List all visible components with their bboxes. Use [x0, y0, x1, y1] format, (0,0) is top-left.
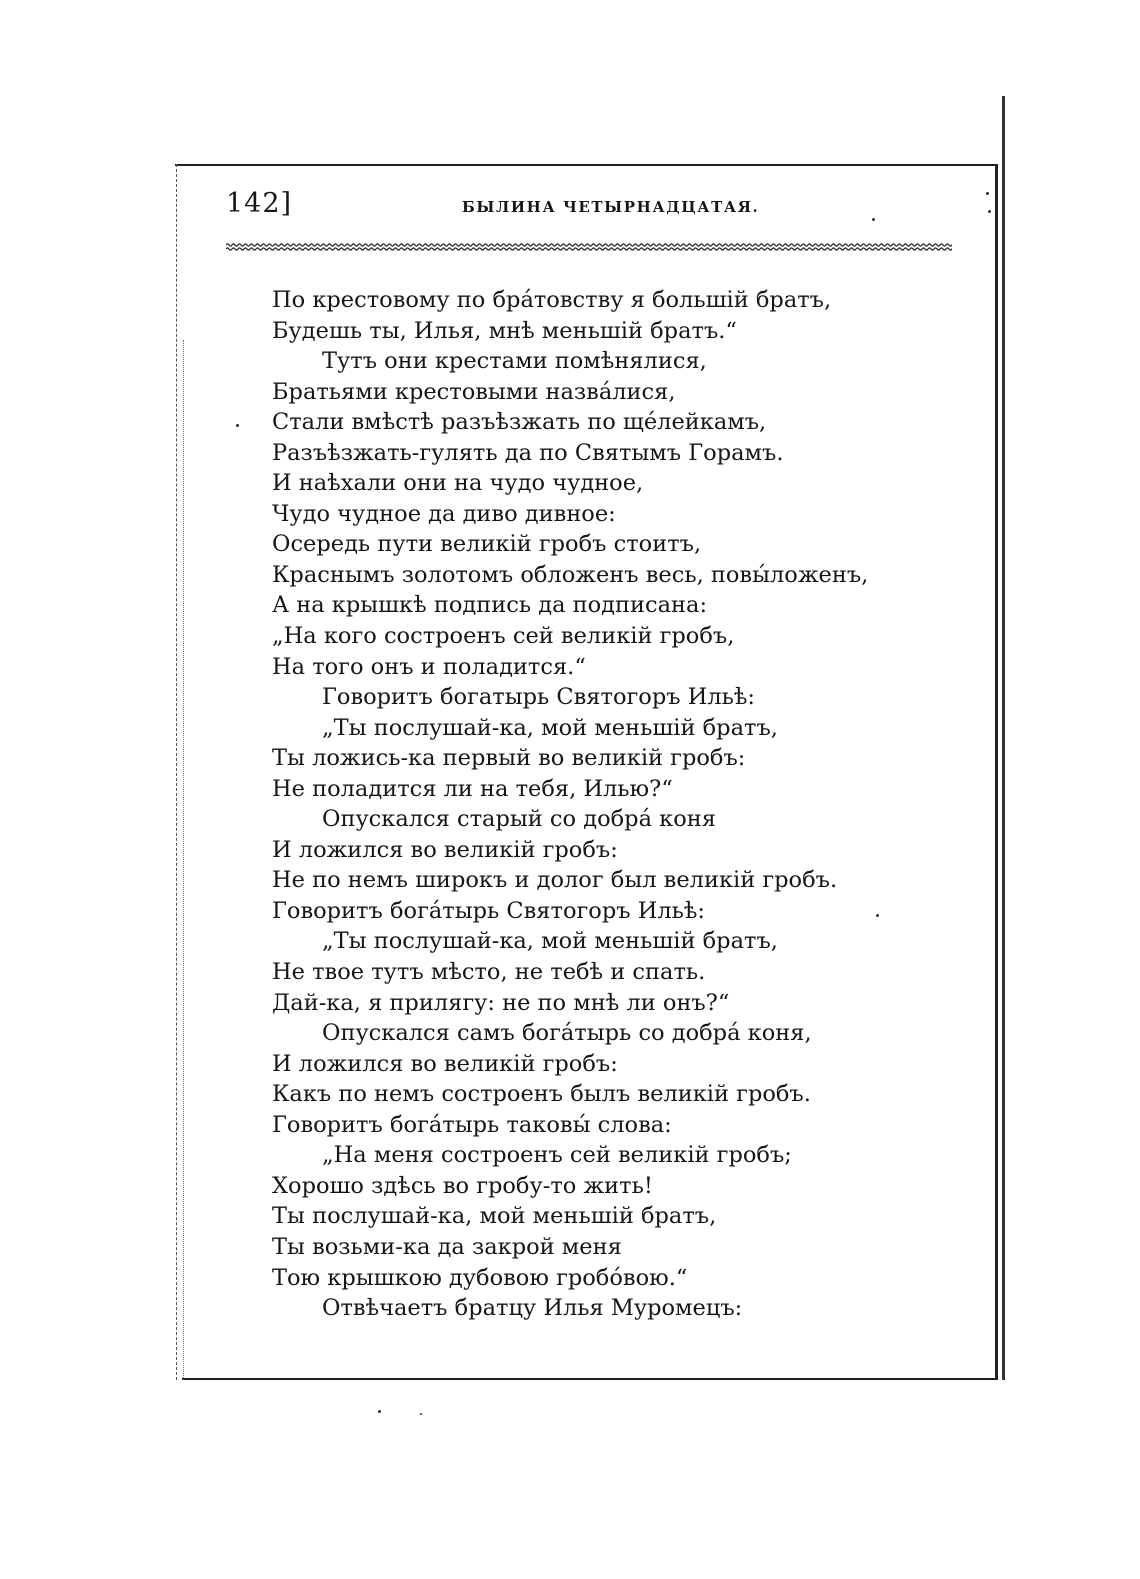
poem-line: И ложился во великій гробъ: — [272, 836, 618, 863]
poem-line: И ложился во великій гробъ: — [272, 1050, 618, 1077]
running-title: БЫЛИНА ЧЕТЫРНАДЦАТАЯ. — [462, 198, 760, 216]
frame-right-outer-border — [1002, 96, 1005, 1380]
poem-line: Будешь ты, Илья, мнѣ меньшій братъ.“ — [272, 317, 737, 344]
poem-line: На того онъ и поладится.“ — [272, 653, 586, 680]
poem-line: Ты ложись-ка первый во великій гробъ: — [272, 745, 746, 772]
poem-line: Опускался самъ бога́тырь со добра́ коня, — [322, 1020, 812, 1047]
poem-line: „Ты послушай-ка, мой меньшій братъ, — [322, 714, 778, 741]
poem-line: Говоритъ бога́тырь Святогоръ Ильѣ: — [272, 897, 706, 924]
frame-top-border — [175, 164, 997, 166]
page-header — [226, 188, 946, 228]
poem-line: Не по немъ широкъ и долог был великій гробъ. — [272, 867, 838, 894]
ink-speck — [378, 1410, 381, 1413]
poem-line: Хорошо здѣсь во гробу-то жить! — [272, 1172, 653, 1199]
ink-speck — [420, 1413, 422, 1415]
poem-line: Говоритъ бога́тырь таковы́ слова: — [272, 1111, 672, 1138]
poem-line: Ты возьми-ка да закрой меня — [272, 1233, 622, 1260]
wavy-rule-divider — [226, 240, 952, 254]
poem-line: Какъ по немъ состроенъ былъ великій гробъ. — [272, 1081, 811, 1108]
poem-line: „Ты послушай-ка, мой меньшій братъ, — [322, 928, 778, 955]
frame-left-inner-border — [183, 340, 185, 1380]
poem-line: Чудо чудное да диво дивное: — [272, 500, 616, 527]
page-number: 142] — [226, 188, 293, 219]
poem-line: Тою крышкою дубовою гробо́вою.“ — [272, 1264, 688, 1291]
poem-line: По крестовому по бра́товству я большій братъ, — [272, 287, 832, 313]
ink-speck — [872, 218, 875, 221]
ink-speck — [986, 192, 989, 195]
poem-line: „На меня состроенъ сей великій гробъ; — [322, 1142, 792, 1169]
poem-line: Говоритъ богатырь Святогоръ Ильѣ: — [322, 684, 756, 711]
poem-line: Отвѣчаетъ братцу Илья Муромецъ: — [322, 1295, 743, 1322]
poem-line: Не твое тутъ мѣсто, не тебѣ и спать. — [272, 959, 706, 986]
poem-text — [272, 285, 972, 1324]
poem-line: А на крышкѣ подпись да подписана: — [272, 592, 708, 619]
ink-speck — [876, 914, 879, 917]
frame-right-border — [995, 164, 998, 1380]
frame-bottom-border — [182, 1378, 998, 1380]
ink-speck — [988, 210, 991, 213]
poem-line: Краснымъ золотомъ обложенъ весь, повы́ложенъ, — [272, 561, 869, 588]
ink-speck — [236, 424, 239, 427]
poem-line: Дай-ка, я прилягу: не по мнѣ ли онъ?“ — [272, 989, 730, 1016]
poem-line: Братьями крестовыми назва́лися, — [272, 378, 676, 405]
frame-left-border — [176, 164, 178, 1380]
poem-line: Опускался старый со добра́ коня — [322, 806, 716, 833]
poem-line: Ты послушай-ка, мой меньшій братъ, — [272, 1203, 717, 1230]
poem-line: „На кого состроенъ сей великій гробъ, — [272, 623, 735, 650]
poem-line: Разъѣзжать-гулять да по Святымъ Горамъ. — [272, 439, 784, 466]
poem-line: Не поладится ли на тебя, Илью?“ — [272, 775, 673, 802]
poem-line: И наѣхали они на чудо чудное, — [272, 470, 644, 497]
poem-line: Тутъ они крестами помѣнялися, — [322, 348, 707, 375]
poem-line: Осередь пути великій гробъ стоитъ, — [272, 531, 702, 558]
poem-line: Стали вмѣстѣ разъѣзжать по ще́лейкамъ, — [272, 409, 767, 436]
